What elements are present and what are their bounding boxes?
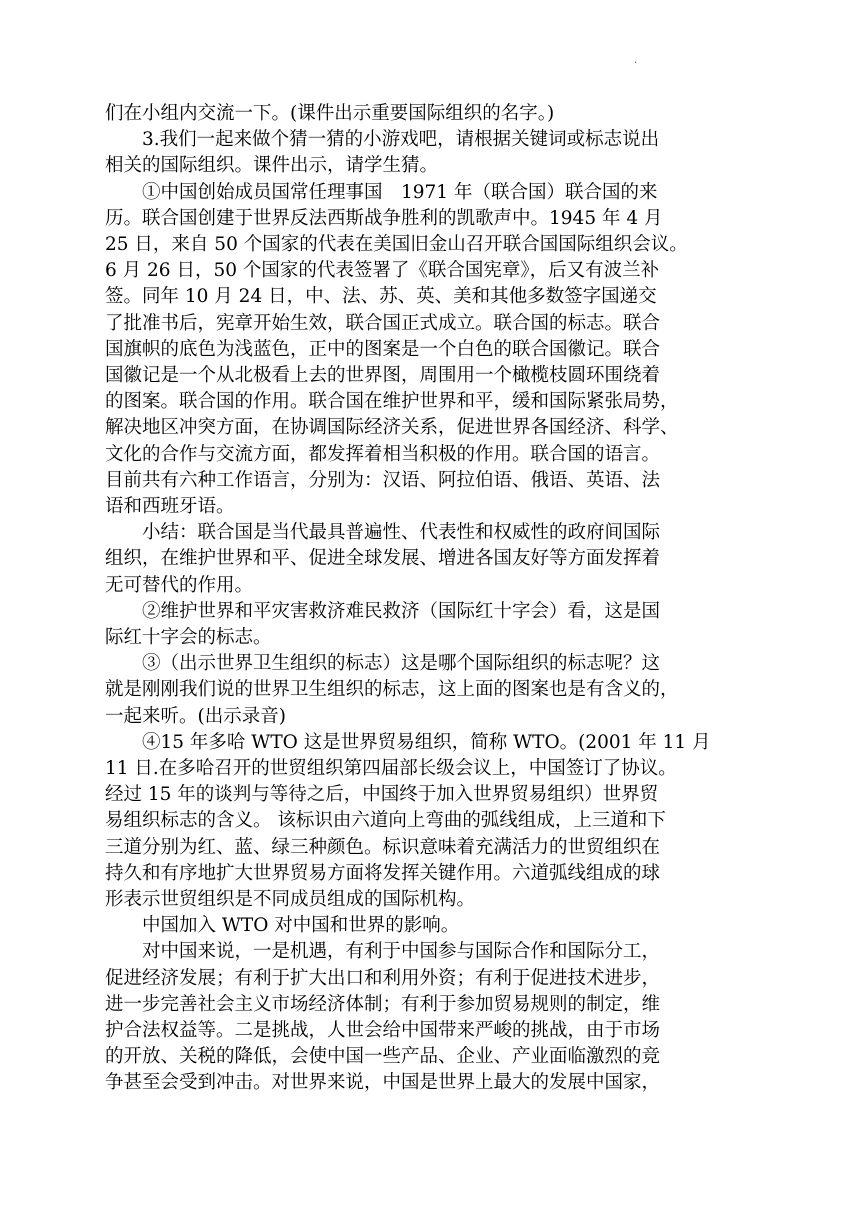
text-line: ③（出示世界卫生组织的标志）这是哪个国际组织的标志呢？这 [142, 653, 661, 675]
text-line: 促进经济发展；有利于扩大出口和利用外资；有利于促进技术进步， [105, 967, 661, 989]
text-line: 的开放、关税的降低，会使中国一些产品、企业、产业面临激烈的竞 [105, 1046, 661, 1068]
text-line: 的图案。联合国的作用。联合国在维护世界和平，缓和国际紧张局势， [105, 391, 679, 413]
text-line: 一起来听。(出示录音) [105, 705, 286, 727]
text-line: 小结：联合国是当代最具普遍性、代表性和权威性的政府间国际 [142, 522, 661, 544]
text-line: 就是刚刚我们说的世界卫生组织的标志，这上面的图案也是有含义的， [105, 679, 679, 701]
text-line: 护合法权益等。二是挑战，人世会给中国带来严峻的挑战，由于市场 [105, 1020, 661, 1041]
text-line: 争甚至会受到冲击。对世界来说，中国是世界上最大的发展中国家， [105, 1072, 661, 1094]
text-line: 签。同年 10 月 24 日，中、法、苏、英、美和其他多数签字国递交 [105, 286, 657, 308]
text-line: 组织，在维护世界和平、促进全球发展、增进各国友好等方面发挥着 [105, 548, 661, 570]
text-line: 中国加入 WTO 对中国和世界的影响。 [142, 915, 460, 937]
text-line: 际红十字会的标志。 [105, 627, 272, 648]
text-line: 解决地区冲突方面，在协调国际经济关系，促进世界各国经济、科学、 [105, 417, 679, 439]
text-line: 对中国来说，一是机遇，有利于中国参与国际合作和国际分工， [142, 941, 661, 963]
text-line: 们在小组内交流一下。(课件出示重要国际组织的名字。) [105, 103, 555, 124]
text-line: 语和西班牙语。 [105, 496, 235, 517]
text-line: 三道分别为红、蓝、绿三种颜色。标识意味着充满活力的世贸组织在 [105, 836, 661, 858]
text-line: 国徽记是一个从北极看上去的世界图，周围用一个橄榄枝圆环围绕着 [105, 365, 661, 386]
page-mark: . [634, 55, 638, 66]
text-line: 易组织标志的含义。 该标识由六道向上弯曲的弧线组成，上三道和下 [105, 810, 666, 832]
text-line: 11 日.在多哈召开的世贸组织第四届部长级会议上，中国签订了协议。 [105, 758, 677, 779]
text-line: 无可替代的作用。 [105, 574, 254, 596]
text-line: 了批准书后，宪章开始生效，联合国正式成立。联合国的标志。联合 [105, 312, 661, 334]
text-line: 6 月 26 日，50 个国家的代表签署了《联合国宪章》，后又有波兰补 [105, 260, 660, 282]
text-line: 形表示世贸组织是不同成员组成的国际机构。 [105, 889, 476, 910]
text-line: 持久和有序地扩大世界贸易方面将发挥关键作用。六道弧线组成的球 [105, 862, 661, 884]
text-line: 3.我们一起来做个猜一猜的小游戏吧，请根据关键词或标志说出 [142, 129, 660, 151]
text-line: 经过 15 年的谈判与等待之后，中国终于加入世界贸易组织）世界贸 [105, 784, 659, 806]
text-line: 文化的合作与交流方面，都发挥着相当积极的作用。联合国的语言。 [105, 443, 661, 465]
text-line: ②维护世界和平灾害救济难民救济（国际红十字会）看，这是国 [142, 600, 661, 622]
text-line: ④15 年多哈 WTO 这是世界贸易组织，简称 WTO。(2001 年 11 月 [142, 731, 711, 753]
text-line: 25 日，来自 50 个国家的代表在美国旧金山召开联合国国际组织会议。 [105, 234, 688, 255]
text-line: 国旗帜的底色为浅蓝色，正中的图案是一个白色的联合国徽记。联合 [105, 338, 661, 360]
text-line: ①中国创始成员国常任理事国 1971 年（联合国）联合国的来 [142, 181, 658, 203]
text-line: 目前共有六种工作语言，分别为：汉语、阿拉伯语、俄语、英语、法 [105, 469, 661, 491]
text-line: 相关的国际组织。课件出示，请学生猜。 [105, 155, 439, 177]
text-line: 历。联合国创建于世界反法西斯战争胜利的凯歌声中。1945 年 4 月 [105, 207, 663, 229]
text-line: 进一步完善社会主义市场经济体制；有利于参加贸易规则的制定，维 [105, 993, 661, 1015]
